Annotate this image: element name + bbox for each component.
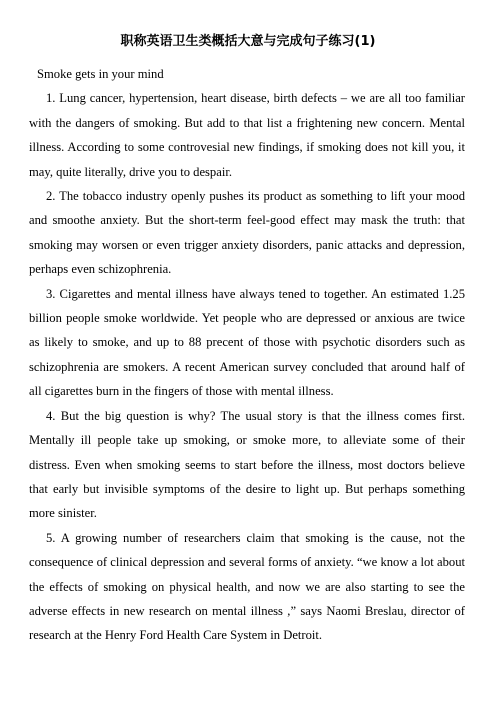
article-heading: Smoke gets in your mind bbox=[37, 67, 164, 81]
paragraph-1: 1. Lung cancer, hypertension, heart disease, birth defects – we are all too familiar with the dangers of smoking. But add to that list a frightening new concern. Mental illness. According to some controvesial new findings, if smoking does not kill you, it may, quite literally, drive you to despair. bbox=[29, 91, 465, 179]
paragraph-5: 5. A growing number of researchers claim that smoking is the cause, not the consequence of clinical depression and several forms of anxiety. “we know a lot about the effects of smoking on physical health, and now we are also starting to see the adverse effects in new research on mental illness ,” says Naomi Breslau, director of research at the Henry Ford Health Care System in Detroit. bbox=[29, 530, 465, 643]
paragraph-2: 2. The tobacco industry openly pushes its product as something to lift your mood and smoothe anxiety. But the short-term feel-good effect may mask the truth: that smoking may worsen or even trigger anxiety disorders, panic attacks and depression, perhaps even schizophrenia. bbox=[29, 189, 465, 277]
paragraph-3: 3. Cigarettes and mental illness have always tened to together. An estimated 1.25 billion people smoke worldwide. Yet people who are depressed or anxious are twice as likely to smoke, and up to 88 precent of those with psychotic disorders such as schizophrenia are smokers. A recent American survey concluded that around half of all cigarettes burn in the fingers of those with mental illness. bbox=[29, 286, 465, 399]
paragraph-4: 4. But the big question is why? The usual story is that the illness comes first. Mentally ill people take up smoking, or smoke more, to alleviate some of their distress. Even when smoking seems to start before the illness, most doctors believe that early but invisible symptoms of the desire to light up. But perhaps something more sinister. bbox=[29, 408, 465, 521]
document-body bbox=[29, 62, 465, 648]
document-title: 职称英语卫生类概括大意与完成句子练习(1) bbox=[120, 34, 376, 49]
